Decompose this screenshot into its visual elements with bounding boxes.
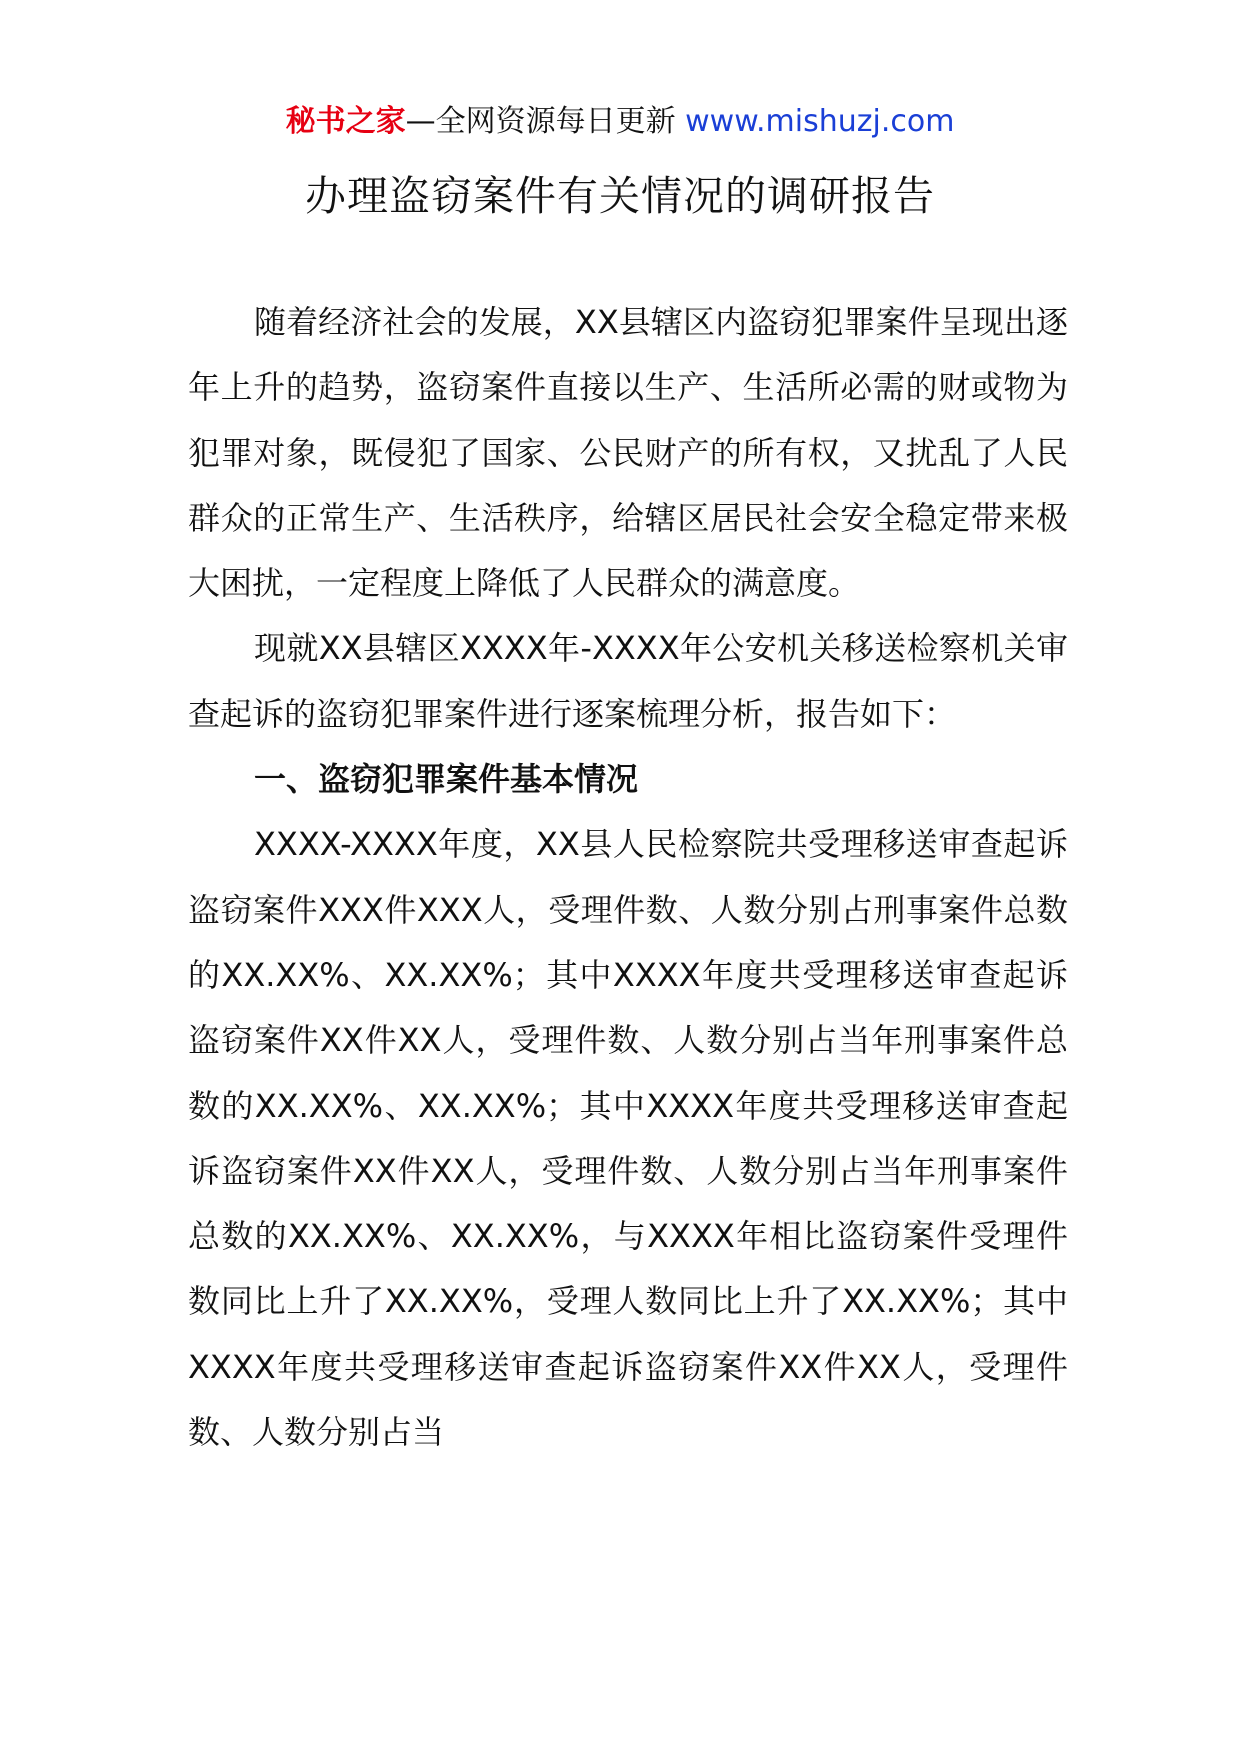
section-paragraph: XXXX-XXXX年度，XX县人民检察院共受理移送审查起诉盗窃案件XXX件XXX人，受理件数、人数分别占刑事案件总数的XX.XX%、XX.XX%；其中XXXX年度共受理移送审查起诉盗窃案件XX件XX人，受理件数、人数分别占当年刑事案件总数的XX.XX%、XX.XX%；其中XXXX年度共受理移送审查起诉盗窃案件XX件XX人，受理件数、人数分别占当年刑事案件总数的XX.XX%、XX.XX%，与XXXX年相比盗窃案件受理件数同比上升了XX.XX%，受理人数同比上升了XX.XX%；其中XXXX年度共受理移送审查起诉盗窃案件XX件XX人，受理件数、人数分别占当: [188, 825, 1068, 1452]
scope-paragraph: 现就XX县辖区XXXX年-XXXX年公安机关移送检察机关审查起诉的盗窃犯罪案件进行逐案梳理分析，报告如下：: [188, 629, 1068, 733]
site-banner: [0, 100, 1240, 144]
document-title: 办理盗窃案件有关情况的调研报告: [305, 172, 935, 220]
site-url-link[interactable]: www.mishuzj.com: [685, 104, 955, 139]
section-heading: 一、盗窃犯罪案件基本情况: [254, 760, 639, 799]
site-brand: 秘书之家: [285, 104, 406, 139]
intro-paragraph: 随着经济社会的发展，XX县辖区内盗窃犯罪案件呈现出逐年上升的趋势，盗窃案件直接以生产、生活所必需的财或物为犯罪对象，既侵犯了国家、公民财产的所有权，又扰乱了人民群众的正常生产、生活秩序，给辖区居民社会安全稳定带来极大困扰，一定程度上降低了人民群众的满意度。: [188, 303, 1068, 603]
site-tagline: —全网资源每日更新: [405, 104, 676, 139]
document-body: [188, 290, 1068, 1465]
